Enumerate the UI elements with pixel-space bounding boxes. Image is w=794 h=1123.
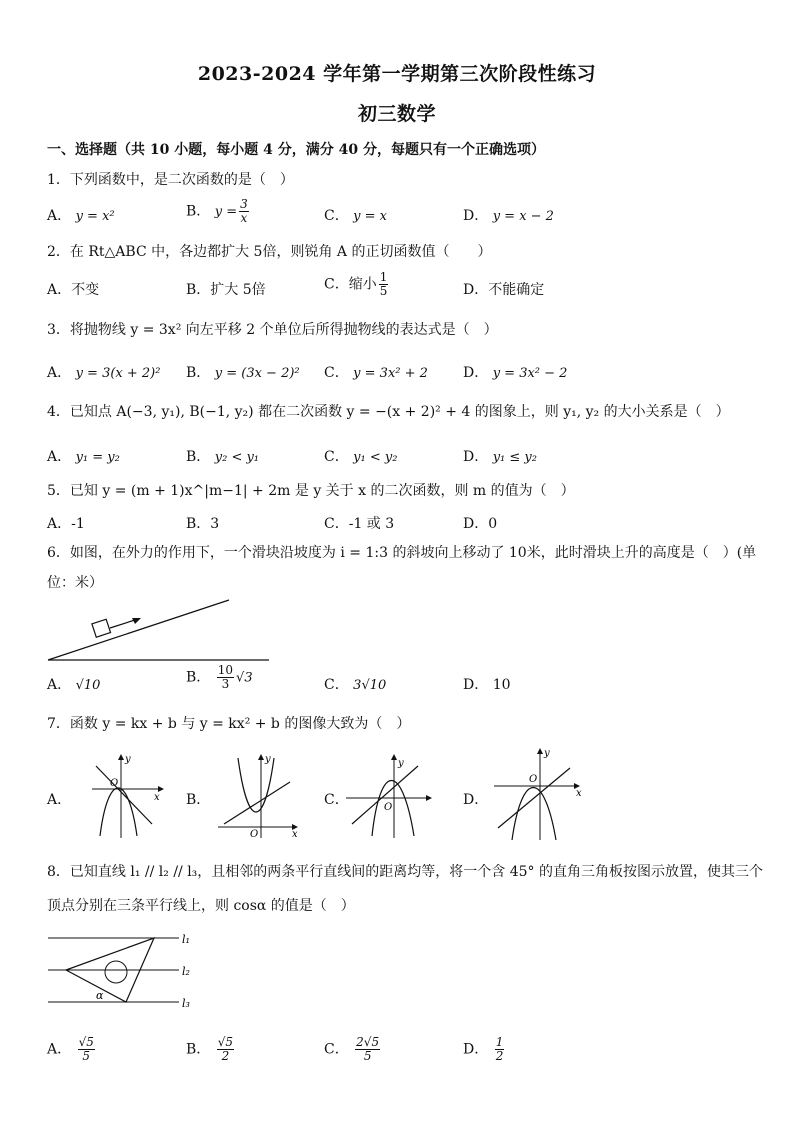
slope-line <box>48 600 229 660</box>
q8-option-b: B． $\frac{√5}{2}$ <box>186 1035 234 1063</box>
section-heading: 一、选择题（共 10 小题，每小题 4 分，满分 40 分，每题只有一个正确选项） <box>47 142 545 158</box>
slope-diagram <box>44 596 276 664</box>
q8-option-a: A． $\frac{√5}{5}$ <box>47 1035 94 1063</box>
q3-option-a: A． y = 3(x + 2)² <box>47 365 161 381</box>
q2-option-b: B．扩大 5倍 <box>186 282 266 298</box>
q3-option-b: B． y = (3x − 2)² <box>186 365 300 381</box>
q7-stem: 7．函数 y = kx + b 与 y = kx² + b 的图像大致为（ ） <box>47 716 411 732</box>
q2-option-d: D．不能确定 <box>463 282 545 298</box>
q1-option-c: C． y = x <box>324 208 388 224</box>
svg-text:y: y <box>398 758 404 769</box>
q7-option-a-label: A． <box>47 792 72 808</box>
svg-text:O: O <box>250 829 259 840</box>
q6-option-b: B． $\frac{10}{3}$ √3 <box>186 663 253 691</box>
q1-stem: 1．下列函数中，是二次函数的是（ ） <box>47 172 294 188</box>
q4-stem: 4．已知点 A(−3, y₁), B(−1, y₂) 都在二次函数 y = −(x + 2)² + 4 的图象上，则 y₁, y₂ 的大小关系是（ ） <box>47 404 730 420</box>
q1-option-a: A． y = x² <box>47 208 115 224</box>
ruler-hole <box>105 961 127 983</box>
q4-option-d: D． y₁ ≤ y₂ <box>463 449 537 465</box>
svg-text:x: x <box>154 792 160 803</box>
q5-stem: 5．已知 y = (m + 1)x^|m−1| + 2m 是 y 关于 x 的二次函数，则 m 的值为（ ） <box>47 483 575 499</box>
q4-option-c: C． y₁ < y₂ <box>324 449 398 465</box>
svg-text:x: x <box>576 788 582 799</box>
q3-option-d: D． y = 3x² − 2 <box>463 365 568 381</box>
q6-stem-line2: 位：米） <box>47 575 103 591</box>
q7-option-b-label: B． <box>186 792 211 808</box>
q4-option-b: B． y₂ < y₁ <box>186 449 260 465</box>
q6-option-c: C． 3√10 <box>324 677 387 693</box>
q6-option-a: A． √10 <box>47 677 101 693</box>
svg-text:l₃: l₃ <box>182 997 190 1010</box>
q2-option-c: C．缩小 $\frac{1}{5}$ <box>324 270 388 298</box>
svg-text:O: O <box>384 802 393 813</box>
svg-text:x: x <box>292 829 298 840</box>
q7-graph-b <box>214 752 304 840</box>
q8-option-d: D． $\frac{1}{2}$ <box>463 1035 504 1063</box>
q8-option-c: C． $\frac{2√5}{5}$ <box>324 1035 380 1063</box>
q1-option-b: B． y = $\frac{3}{x}$ <box>186 197 248 225</box>
q3-option-c: C． y = 3x² + 2 <box>324 365 428 381</box>
q7-option-c-label: C． <box>324 792 349 808</box>
q4-option-a: A． y₁ = y₂ <box>47 449 120 465</box>
q2-option-a: A．不变 <box>47 282 100 298</box>
q8-stem-line1: 8．已知直线 l₁ // l₂ // l₃，且相邻的两条平行直线间的距离均等，将一个含 45° 的直角三角板按图示放置，使其三个 <box>47 864 764 880</box>
q5-option-c: C．-1 或 3 <box>324 516 395 532</box>
svg-text:y: y <box>125 754 131 765</box>
svg-text:y: y <box>265 754 271 765</box>
svg-text:y: y <box>544 748 550 759</box>
svg-text:O: O <box>529 774 538 785</box>
svg-text:O: O <box>110 778 119 789</box>
q5-option-b: B．3 <box>186 516 220 532</box>
q7-option-d-label: D． <box>463 792 489 808</box>
q1-option-d: D． y = x − 2 <box>463 208 554 224</box>
q7-graph-c <box>342 752 437 840</box>
page-title: 2023-2024 学年第一学期第三次阶段性练习 <box>197 63 597 85</box>
page-subtitle: 初三数学 <box>357 103 436 125</box>
q5-option-a: A．-1 <box>47 516 85 532</box>
q6-option-d: D． 10 <box>463 677 511 693</box>
svg-text:l₁: l₁ <box>182 933 190 946</box>
q3-stem: 3．将抛物线 y = 3x² 向左平移 2 个单位后所得抛物线的表达式是（ ） <box>47 322 498 338</box>
q7-graph-d <box>490 744 590 842</box>
q5-option-d: D．0 <box>463 516 498 532</box>
q7-graph-a <box>88 752 168 840</box>
q8-stem-line2: 顶点分别在三条平行线上，则 cosα 的值是（ ） <box>47 898 355 914</box>
q6-stem-line1: 6．如图，在外力的作用下，一个滑块沿坡度为 i = 1:3 的斜坡向上移动了 10米，此时滑块上升的高度是（ ）(单 <box>47 545 757 561</box>
parallel-lines-diagram <box>44 926 204 1010</box>
q2-stem: 2．在 Rt△ABC 中，各边都扩大 5倍，则锐角 A 的正切函数值（ ） <box>47 244 492 260</box>
slider-block <box>92 619 111 637</box>
svg-text:l₂: l₂ <box>182 965 190 978</box>
svg-text:α: α <box>96 989 104 1002</box>
